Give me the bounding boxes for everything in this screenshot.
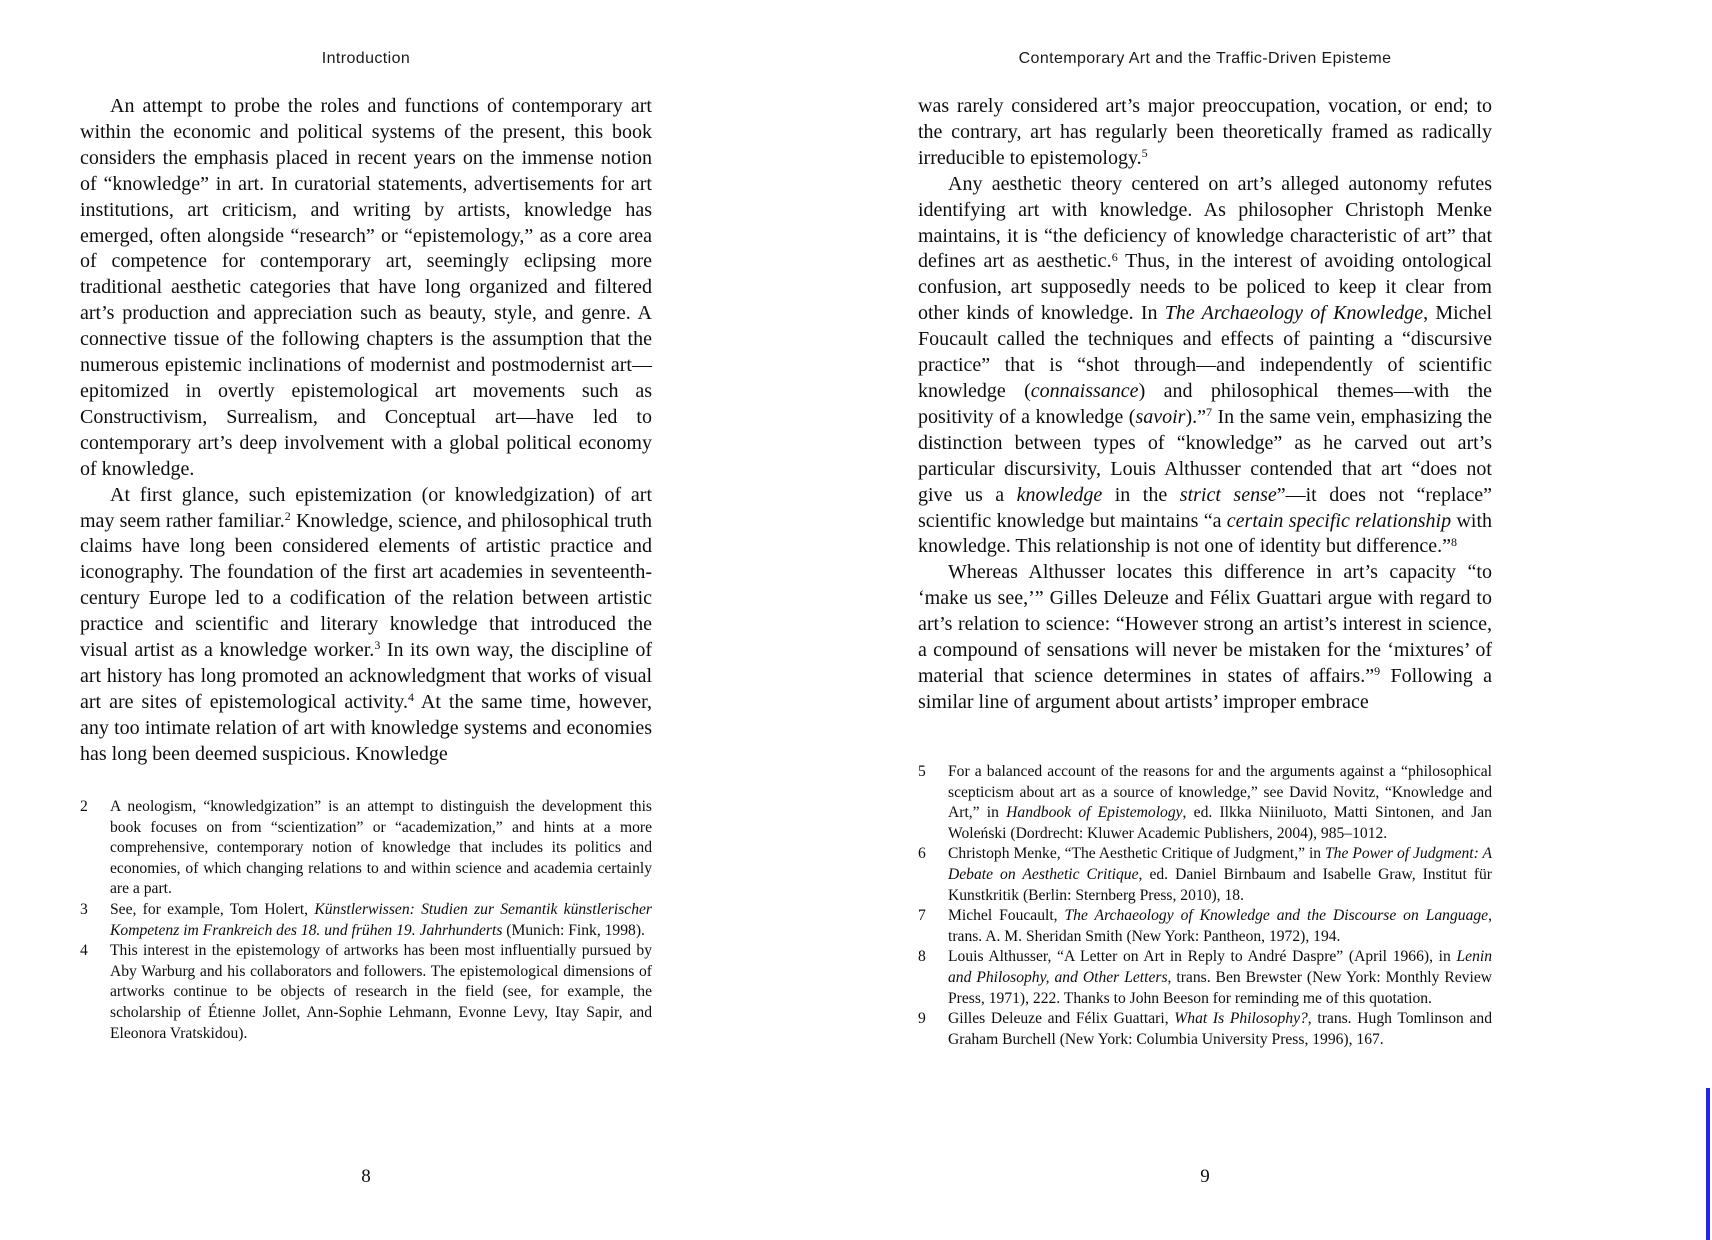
paragraph: An attempt to probe the roles and functions of contemporary art within the economic and political systems of the present, this book considers the emphasis placed in recent years on the immense notion of “knowledge” in art. In curatorial statements, advertisements for art institutions, art criticism, and writing by artists, knowledge has emerged, often alongside “research” or “epistemology,” as a core area of competence for contemporary art, seemingly eclipsing more traditional aesthetic categories that have long organized and filtered art’s production and appreciation such as beauty, style, and genre. A connective tissue of the following chapters is the assumption that the numerous epistemic inclinations of modernist and postmodernist art—epitomized in overtly epistemological art movements such as Constructivism, Surrealism, and Conceptual art—have led to contemporary art’s deep involvement with a global political economy of knowledge.: [80, 95, 652, 480]
page-right: [918, 0, 1492, 1240]
footnote-marker: 3: [374, 638, 381, 653]
footnote-marker: 8: [1451, 534, 1458, 549]
page-left: [80, 0, 652, 1240]
footnote-number: 7: [918, 907, 926, 925]
italic-text: The Archaeology of Knowledge and the Discourse on Language: [1064, 907, 1489, 925]
footnotes-right: [918, 762, 1492, 1050]
paragraph: Whereas Althusser locates this difference in art’s capacity “to ‘make us see,’” Gilles Deleuze and Félix Guattari argue with regard to art’s relation to science: “However strong an artist’s interest in science, a compound of sensations will never be mistaken for the ‘mixtures’ of material that science determines in states of affairs.”$^9$ Following a similar line of argument about artists’ improper embrace: [918, 561, 1492, 713]
italic-text: strict sense: [1179, 483, 1277, 506]
footnote-text: A neologism, “knowledgization” is an attempt to distinguish the development this book focuses on from “scientization” or “academization,” and hints at a more comprehensive, contemporary notion of knowledge that includes its politics and economies, of which changing relations to and within science and academia certainly are a part.: [110, 798, 652, 898]
italic-text: Handbook of Epistemology: [1006, 804, 1183, 822]
footnote-text: Louis Althusser, “A Letter on Art in Reply to André Daspre” (April 1966), in Lenin and Philosophy, and Other Letters, trans. Ben Brewster (New York: Monthly Review Press, 1971), 222. Thanks to John Beeson for reminding me of this quotation.: [948, 948, 1492, 1007]
footnote-marker: 4: [408, 690, 414, 705]
footnote: [918, 947, 1492, 1009]
footnote-text: For a balanced account of the reasons for and the arguments against a “philosophical scepticism about art as a source of knowledge,” see David Novitz, “Knowledge and Art,” in Handbook of Epistemology, ed. Ilkka Niiniluoto, Matti Sintonen, and Jan Woleński (Dordrecht: Kluwer Academic Publishers, 2004), 985–1012.: [948, 763, 1492, 842]
footnote-text: This interest in the epistemology of artworks has been most influentially pursued by Aby Warburg and his collaborators and followers. The epistemological dimensions of artworks continue to be objects of research in the field (see, for example, the scholarship of Étienne Jollet, Ann-Sophie Lehmann, Evonne Levy, Itay Sapir, and Eleonora Vratskidou).: [110, 942, 652, 1042]
italic-text: savoir: [1135, 405, 1186, 428]
body-text-left: [80, 94, 652, 768]
italic-text: certain specific relationship: [1226, 509, 1452, 532]
italic-text: connaissance: [1030, 379, 1139, 402]
running-header-left: Introduction: [321, 50, 411, 67]
footnote: [918, 1009, 1492, 1050]
footnote-text: Gilles Deleuze and Félix Guattari, What Is Philosophy?, trans. Hugh Tomlinson and Graham Burchell (New York: Columbia University Press, 1996), 167.: [948, 1010, 1492, 1048]
footnote: [918, 762, 1492, 844]
footnote: [918, 844, 1492, 906]
footnote-marker: 6: [1111, 249, 1118, 264]
italic-text: The Power of Judgment: A Debate on Aesthetic Critique: [948, 845, 1492, 883]
footnote-number: 3: [80, 900, 88, 918]
italic-text: What Is Philosophy?: [1174, 1010, 1308, 1028]
running-header-right: Contemporary Art and the Traffic-Driven Episteme: [1018, 50, 1392, 67]
footnote-number: 8: [918, 948, 926, 966]
italic-text: knowledge: [1016, 483, 1103, 506]
footnote-number: 6: [918, 845, 926, 863]
paragraph: was rarely considered art’s major preoccupation, vocation, or end; to the contrary, art has regularly been theoretically framed as radically irreducible to epistemology.$^5$: [918, 95, 1492, 169]
footnote: [918, 906, 1492, 947]
footnote: [80, 900, 652, 941]
italic-text: Lenin and Philosophy, and Other Letters: [948, 948, 1492, 986]
footnotes-left: [80, 797, 652, 1044]
italic-text: Künstlerwissen: Studien zur Semantik künstlerischer Kompetenz im Frankreich des 18. und frühen 19. Jahrhunderts: [110, 900, 652, 939]
page-number-right: 9: [1200, 1166, 1210, 1187]
right-edge-line: [1706, 1088, 1710, 1240]
footnote-text: Christoph Menke, “The Aesthetic Critique of Judgment,” in The Power of Judgment: A Debate on Aesthetic Critique, ed. Daniel Birnbaum and Isabelle Graw, Institut für Kunstkritik (Berlin: Sternberg Press, 2010), 18.: [948, 845, 1493, 904]
footnote-number: 4: [80, 942, 88, 960]
footnote: [80, 941, 652, 1044]
footnote-marker: 5: [1141, 146, 1148, 161]
footnote-number: 2: [80, 798, 88, 815]
footnote-marker: 7: [1205, 405, 1212, 420]
footnote-marker: 2: [284, 508, 291, 523]
footnote: [80, 797, 652, 900]
paragraph: At first glance, such epistemization (or knowledgization) of art may seem rather familiar.$^2$ Knowledge, science, and philosophical truth claims have long been considered elements of artistic practice and iconography. The foundation of the first art academies in seventeenth-century Europe led to a codification of the relation between artistic practice and scientific and literary knowledge that introduced the visual artist as a knowledge worker.$^3$ In its own way, the discipline of art history has long promoted an acknowledgment that works of visual art are sites of epistemological activity.$^4$ At the same time, however, any too intimate relation of art with knowledge systems and economies has long been deemed suspicious. Knowledge: [80, 483, 652, 765]
italic-text: The Archaeology of Knowledge: [1164, 302, 1424, 325]
footnote-text: See, for example, Tom Holert, Künstlerwissen: Studien zur Semantik künstlerischer Kompetenz im Frankreich des 18. und frühen 19. Jahrhunderts (Munich: Fink, 1998).: [110, 900, 652, 939]
footnote-marker: 9: [1374, 664, 1381, 679]
body-text-right: [918, 94, 1492, 716]
footnote-number: 9: [918, 1010, 926, 1028]
footnote-text: Michel Foucault, The Archaeology of Knowledge and the Discourse on Language, trans. A. M. Sheridan Smith (New York: Pantheon, 1972), 194.: [948, 907, 1492, 945]
footnote-number: 5: [918, 763, 926, 780]
paragraph: Any aesthetic theory centered on art’s alleged autonomy refutes identifying art with knowledge. As philosopher Christoph Menke maintains, it is “the deficiency of knowledge characteristic of art” that defines art as aesthetic.$^6$ Thus, in the interest of avoiding ontological confusion, art supposedly needs to be policed to keep it clear from other kinds of knowledge. In The Archaeology of Knowledge, Michel Foucault called the techniques and effects of painting a “discursive practice” that is “shot through—and independently of scientific knowledge (connaissance) and philosophical themes—with the positivity of a knowledge (savoir).”$^7$ In the same vein, emphasizing the distinction between types of “knowledge” as he carved out art’s particular discursivity, Louis Althusser contended that art “does not give us a knowledge in the strict sense”—it does not “replace” scientific knowledge but maintains “a certain specific relationship with knowledge. This relationship is not one of identity but difference.”$^8$: [918, 172, 1493, 558]
page-number-left: 8: [361, 1166, 371, 1187]
